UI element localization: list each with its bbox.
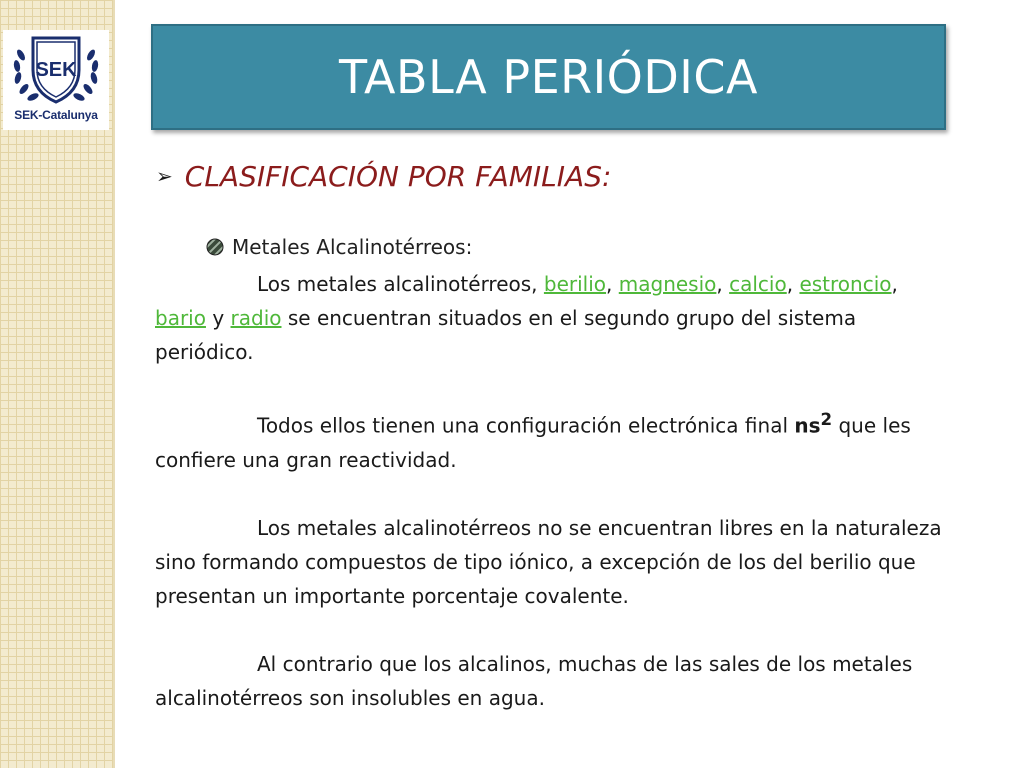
link-bario[interactable]: bario: [155, 306, 206, 330]
link-estroncio[interactable]: estroncio: [799, 272, 892, 296]
heading-text: CLASIFICACIÓN POR FAMILIAS:: [184, 159, 612, 193]
arrow-bullet-icon: ➢: [156, 164, 173, 188]
link-magnesio[interactable]: magnesio: [618, 272, 717, 296]
sek-logo: [3, 30, 109, 130]
p1-text-end: se encuentran situados en el segundo grupo del sistema periódico.: [155, 306, 857, 364]
section-heading: [156, 156, 611, 196]
sek-emblem-text: SEK: [35, 59, 77, 81]
p2-text-end: que les confiere una gran reactividad.: [155, 413, 911, 472]
p3-text: Los metales alcalinotérreos no se encuentran libres en la naturaleza sino formando compuestos de tipo iónico, a excepción de los del berilio que presentan un importante porcentaje covalente.: [155, 515, 942, 608]
p2-text-start: Todos ellos tienen una configuración electrónica final: [257, 413, 795, 438]
p1-sep-5: y: [205, 306, 231, 330]
p1-sep-2: ,: [716, 272, 730, 296]
sek-logo-icon: [3, 30, 109, 110]
subheading-row: [206, 235, 472, 259]
paragraph-4: [155, 647, 945, 715]
link-radio[interactable]: radio: [230, 306, 282, 330]
paragraph-1: [155, 267, 945, 369]
p1-sep-3: ,: [786, 272, 800, 296]
body-text: [155, 267, 945, 749]
side-pattern-strip: [0, 0, 115, 768]
paragraph-3: [155, 511, 945, 613]
p1-text-start: Los metales alcalinotérreos,: [257, 272, 544, 296]
p1-sep-1: ,: [606, 272, 619, 296]
paragraph-2: [155, 403, 945, 477]
link-calcio[interactable]: calcio: [729, 272, 787, 296]
p2-superscript: 2: [820, 410, 833, 429]
title-bar: [151, 24, 946, 130]
subheading-text: Metales Alcalinotérreos:: [232, 235, 473, 259]
p1-sep-4: ,: [891, 272, 898, 296]
p2-formula: ns: [794, 413, 821, 438]
link-berilio[interactable]: berilio: [543, 272, 607, 296]
page-title: TABLA PERIÓDICA: [339, 50, 758, 104]
logo-caption: SEK-Catalunya: [14, 108, 98, 122]
striped-ball-bullet-icon: [206, 238, 224, 256]
p4-text: Al contrario que los alcalinos, muchas de las sales de los metales alcalinotérreos son insolubles en agua.: [155, 651, 913, 710]
